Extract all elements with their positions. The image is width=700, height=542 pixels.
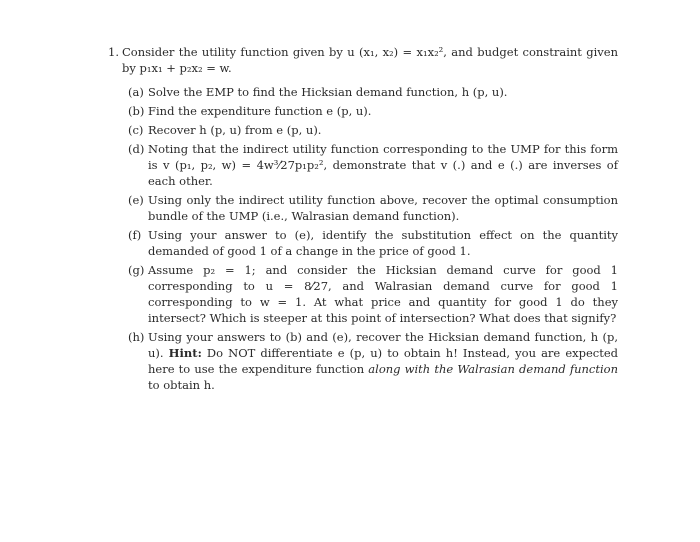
subquestion-h: [108, 329, 618, 393]
subquestion-label: (e): [128, 193, 144, 207]
hint-text: Do NOT differentiate e (p, u) to obtain h! Instead, you are expected here to use the expenditure function: [148, 346, 619, 376]
subquestion-text: Solve the EMP to find the Hicksian demand function, h (p, u).: [148, 85, 508, 99]
subquestion-f: [108, 227, 618, 259]
subquestion-b: [108, 103, 618, 119]
hint-label: Hint:: [168, 346, 202, 360]
subquestion-text: Using only the indirect utility function above, recover the optimal consumption bundle of the UMP (i.e., Walrasian demand function).: [148, 193, 618, 223]
subquestion-label: (h): [128, 330, 145, 344]
subquestion-text: Find the expenditure function e (p, u).: [148, 104, 372, 118]
subquestion-text: Using your answer to (e), identify the substitution effect on the quantity demanded of good 1 of a change in the price of good 1.: [148, 228, 618, 258]
problem-stem: Consider the utility function given by u (x₁, x₂) = x₁x₂², and budget constraint given by p₁x₁ + p₂x₂ = w.: [122, 45, 618, 75]
subquestion-label: (c): [128, 123, 144, 137]
subquestion-list: [108, 84, 618, 393]
problem-number: 1.: [108, 45, 119, 59]
subquestion-g: [108, 262, 618, 326]
hint-text-end: to obtain h.: [148, 378, 215, 392]
subquestion-text: Recover h (p, u) from e (p, u).: [148, 123, 322, 137]
subquestion-a: [108, 84, 618, 100]
subquestion-label: (a): [128, 85, 144, 99]
subquestion-text: Assume p₂ = 1; and consider the Hicksian demand curve for good 1 corresponding to u = 8⁄27, and Walrasian demand curve for good 1 corresponding to w = 1. At what price and quantity for good 1 do they intersect? Which is steeper at this point of intersection? What does that signify?: [148, 263, 618, 325]
subquestion-text: Using your answers to (b) and (e), recover the Hicksian demand function, h (p, u).: [148, 330, 618, 360]
subquestion-label: (d): [128, 142, 145, 156]
subquestion-label: (g): [128, 263, 145, 277]
subquestion-label: (b): [128, 104, 145, 118]
subquestion-c: [108, 122, 618, 138]
subquestion-label: (f): [128, 228, 142, 242]
hint-emphasis: along with the Walrasian demand function: [368, 362, 619, 376]
problem-1: [108, 44, 618, 396]
subquestion-e: [108, 192, 618, 224]
subquestion-d: [108, 141, 618, 189]
subquestion-text: Noting that the indirect utility function corresponding to the UMP for this form is v (p₁, p₂, w) = 4w³⁄27p₁p₂², demonstrate that v (.) and e (.) are inverses of each other.: [148, 142, 618, 188]
